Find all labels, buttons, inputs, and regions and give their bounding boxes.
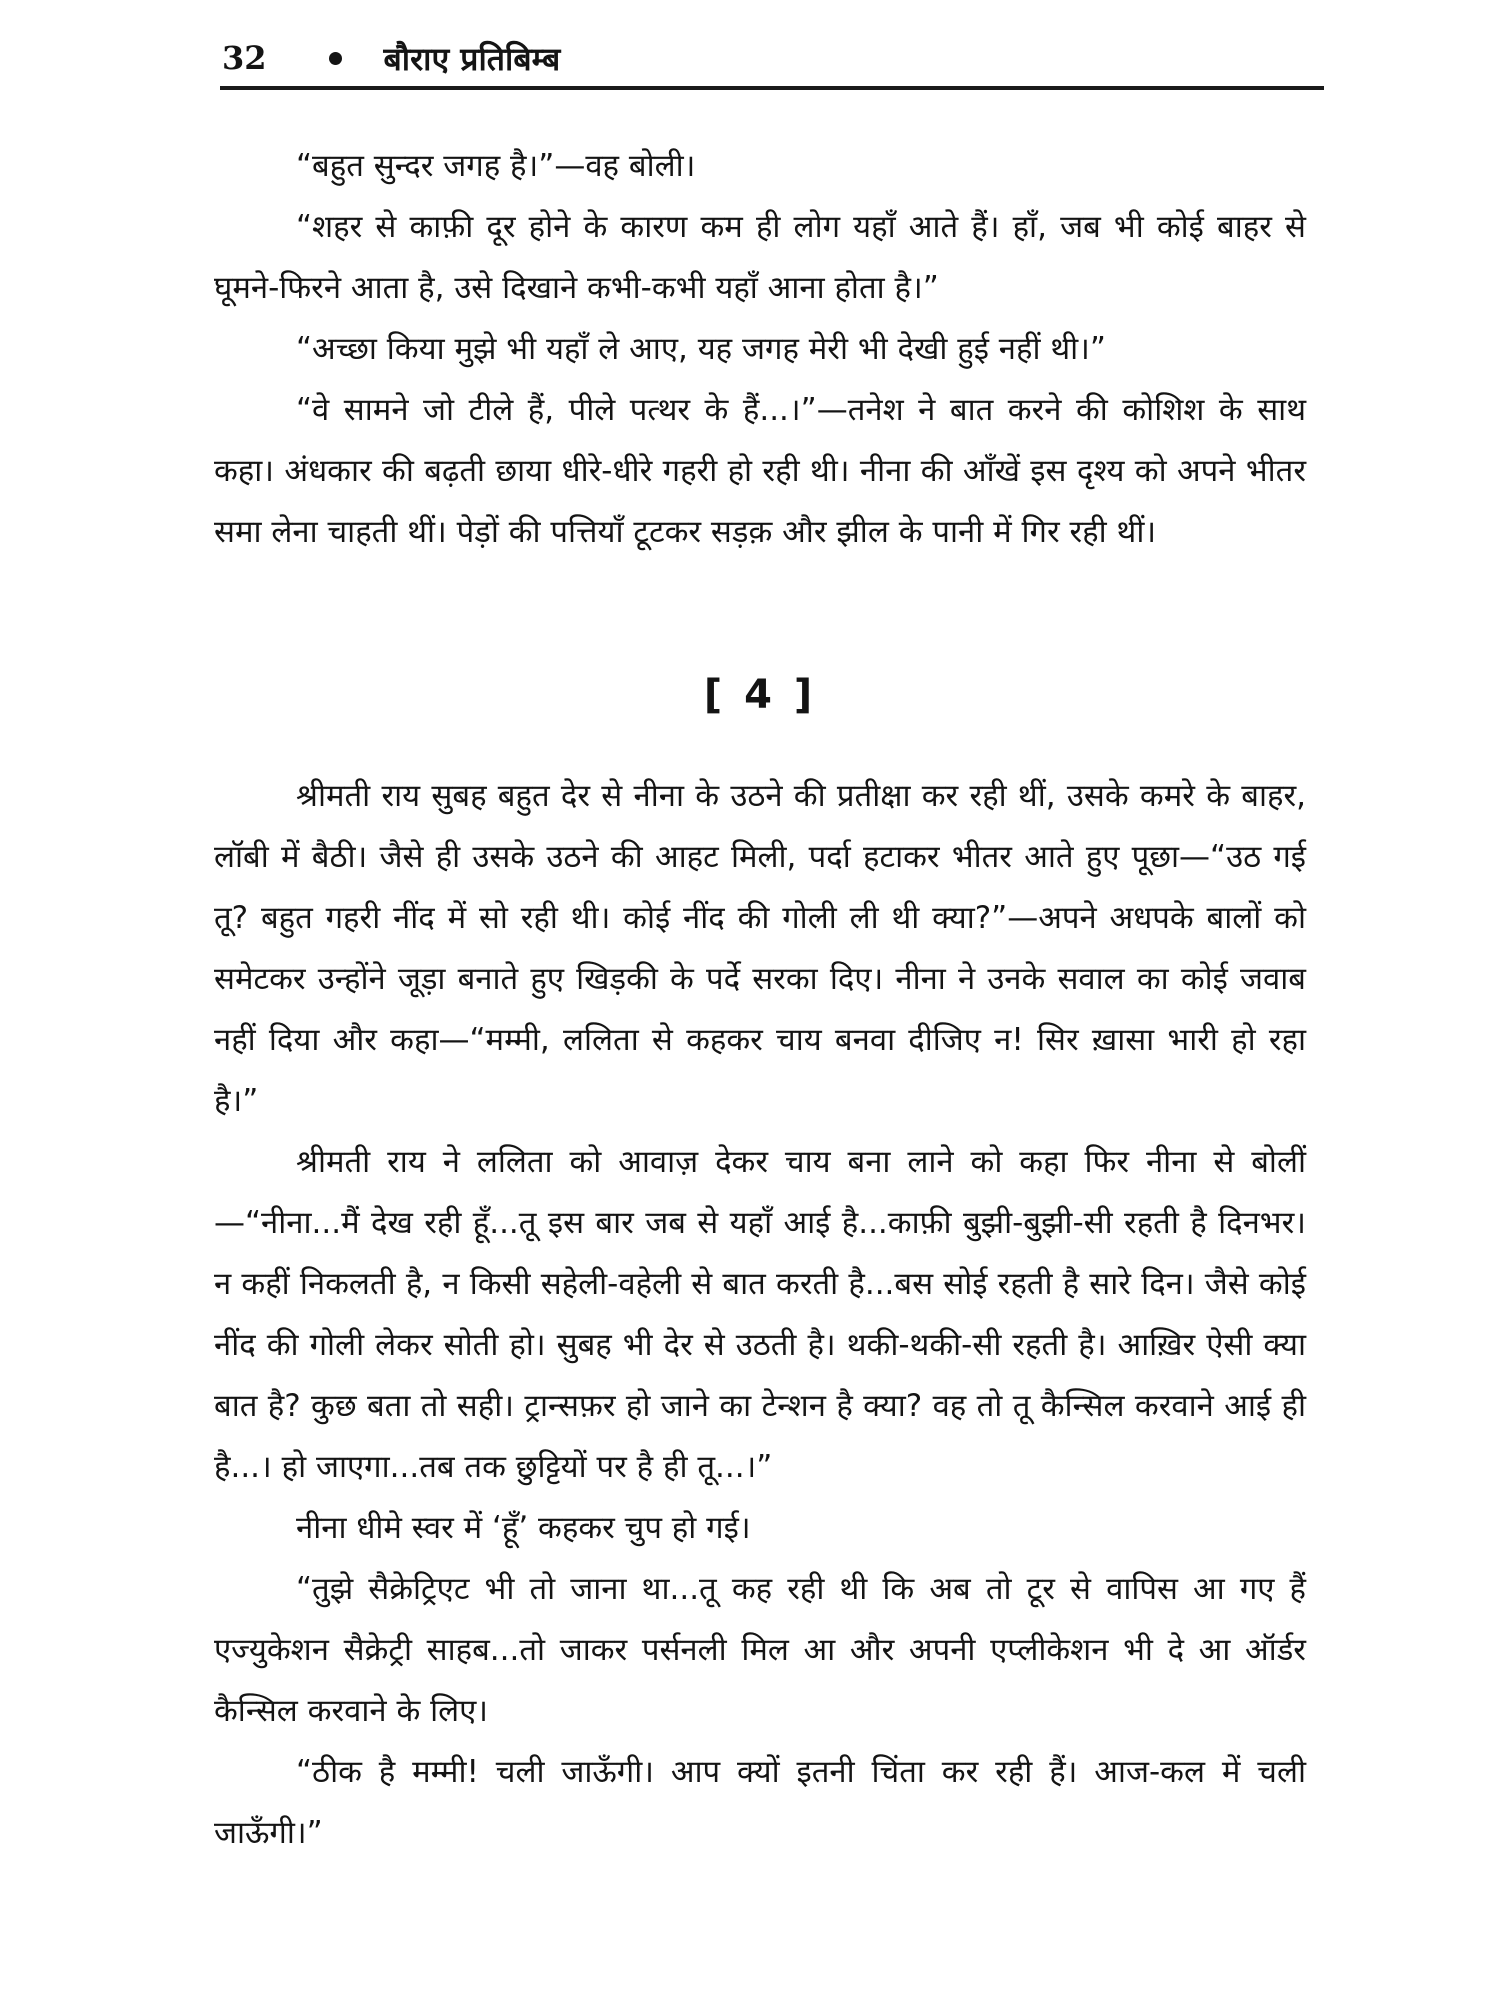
chapter-heading: [ 4 ]: [703, 672, 817, 718]
paragraph: श्रीमती राय ने ललिता को आवाज़ देकर चाय बना लाने को कहा फिर नीना से बोलीं—“नीना...मैं देख रही हूँ...तू इस बार जब से यहाँ आई है...काफ़ी बुझी-बुझी-सी रहती है दिनभर। न कहीं निकलती है, न किसी सहेली-वहेली से बात करती है...बस सोई रहती है सारे दिन। जैसे कोई नींद की गोली लेकर सोती हो। सुबह भी देर से उठती है। थकी-थकी-सी रहती है। आख़िर ऐसी क्या बात है? कुछ बता तो सही। ट्रान्सफ़र हो जाने का टेन्शन है क्या? वह तो तू कैन्सिल करवाने आई ही है...। हो जाएगा...तब तक छुट्टियों पर है ही तू...।”: [214, 1144, 1306, 1485]
paragraph: “ठीक है मम्मी! चली जाऊँगी। आप क्यों इतनी चिंता कर रही हैं। आज-कल में चली जाऊँगी।”: [214, 1754, 1306, 1851]
paragraph: श्रीमती राय सुबह बहुत देर से नीना के उठने की प्रतीक्षा कर रही थीं, उसके कमरे के बाहर, लॉबी में बैठी। जैसे ही उसके उठने की आहट मिली, पर्दा हटाकर भीतर आते हुए पूछा—“उठ गई तू? बहुत गहरी नींद में सो रही थी। कोई नींद की गोली ली थी क्या?”—अपने अधपके बालों को समेटकर उन्होंने जूड़ा बनाते हुए खिड़की के पर्दे सरका दिए। नीना ने उनके सवाल का कोई जवाब नहीं दिया और कहा—“मम्मी, ललिता से कहकर चाय बनवा दीजिए न! सिर ख़ासा भारी हो रहा है।”: [214, 778, 1306, 1119]
paragraph: नीना धीमे स्वर में ‘हूँ’ कहकर चुप हो गई।: [296, 1510, 751, 1546]
paragraph: “शहर से काफ़ी दूर होने के कारण कम ही लोग यहाँ आते हैं। हाँ, जब भी कोई बाहर से घूमने-फिरने आता है, उसे दिखाने कभी-कभी यहाँ आना होता है।”: [214, 209, 1306, 306]
paragraph: “अच्छा किया मुझे भी यहाँ ले आए, यह जगह मेरी भी देखी हुई नहीं थी।”: [296, 331, 1106, 367]
section-2-text: [214, 766, 1306, 1864]
book-title: बौराए प्रतिबिम्ब: [383, 39, 561, 78]
paragraph: “वे सामने जो टीले हैं, पीले पत्थर के हैं...।”—तनेश ने बात करने की कोशिश के साथ कहा। अंधकार की बढ़ती छाया धीरे-धीरे गहरी हो रही थी। नीना की आँखें इस दृश्य को अपने भीतर समा लेना चाहती थीं। पेड़ों की पत्तियाँ टूटकर सड़क़ और झील के पानी में गिर रही थीं।: [214, 392, 1306, 550]
page-header: [222, 30, 1322, 86]
page-number: 32: [222, 39, 267, 77]
header-rule: [220, 86, 1324, 90]
bullet-icon: [329, 52, 342, 65]
paragraph: “बहुत सुन्दर जगह है।”—वह बोली।: [296, 148, 696, 184]
section-1-text: [214, 136, 1306, 563]
paragraph: “तुझे सैक्रेट्रिएट भी तो जाना था...तू कह रही थी कि अब तो टूर से वापिस आ गए हैं एज्युकेशन सैक्रेट्री साहब...तो जाकर पर्सनली मिल आ और अपनी एप्लीकेशन भी दे आ ऑर्डर कैन्सिल करवाने के लिए।: [214, 1571, 1306, 1729]
